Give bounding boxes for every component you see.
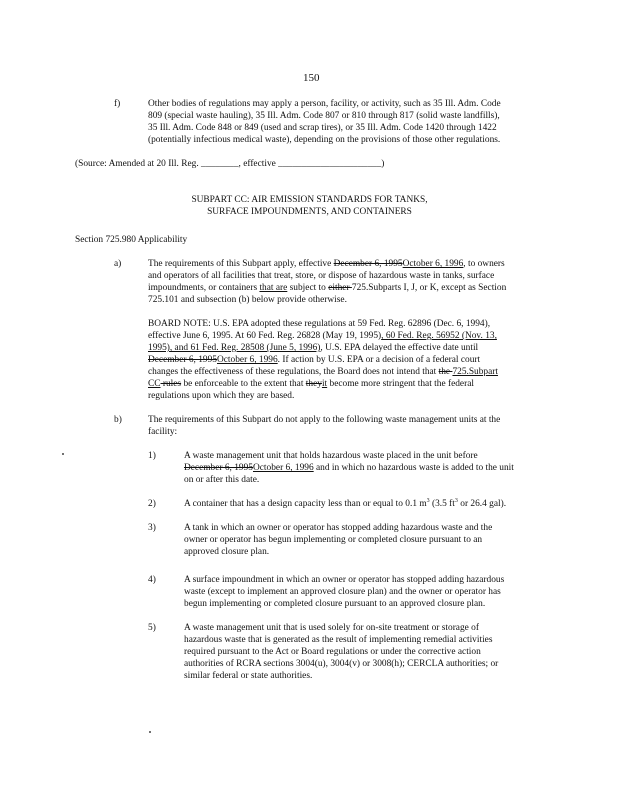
item-5-line: required pursuant to the Act or Board regulations or under the corrective action <box>184 647 481 657</box>
board-note-line5 <box>148 366 498 378</box>
board-note-line4 <box>148 354 480 366</box>
deleted-text: December 6, 1995 <box>184 463 253 473</box>
inserted-text: , 60 Fed. Reg. 56952 (Nov. 13, <box>381 331 497 341</box>
text-run: and in which no hazardous waste is added to the unit <box>313 463 514 473</box>
item-3-line: A tank in which an owner or operator has stopped adding hazardous waste and the <box>184 523 493 533</box>
subsection-b-line1: The requirements of this Subpart do not apply to the following waste management units at the <box>148 415 501 425</box>
scan-speck <box>62 453 64 455</box>
subsection-a-line4: 725.101 and subsection (b) below provide otherwise. <box>148 295 347 305</box>
inserted-text: that are <box>259 283 288 293</box>
item-3-line: approved closure plan. <box>184 547 270 557</box>
subsection-a-marker: a) <box>114 259 122 269</box>
text-run: changes the effectiveness of these regulations, the Board does not intend that <box>148 367 439 377</box>
subsection-b-marker: b) <box>114 415 122 425</box>
deleted-text: the <box>438 367 453 377</box>
text-run: 725.Subparts I, J, or K, except as Section <box>351 283 507 293</box>
text-run: be enforceable to the extent that <box>181 379 306 389</box>
item-5-line: authorities of RCRA sections 3004(u), 3004(v) or 3008(h); CERCLA authorities; or <box>184 659 499 669</box>
subpart-title-line2: SURFACE IMPOUNDMENTS, AND CONTAINERS <box>207 207 412 217</box>
subsection-f-marker: f) <box>114 99 121 109</box>
text-run: impoundments, or containers <box>148 283 260 293</box>
inserted-text: 1995), and 61 Fed. Reg. 28508 (June 5, 1996) <box>148 343 321 353</box>
item-3-number: 3) <box>148 523 156 533</box>
board-note-line2 <box>148 330 497 342</box>
text-run: . If action by U.S. EPA or a decision of a federal court <box>277 355 481 365</box>
inserted-text: 725.Subpart <box>452 367 499 377</box>
subpart-title-line1: SUBPART CC: AIR EMISSION STANDARDS FOR TANKS, <box>191 195 428 205</box>
subsection-b-line2: facility: <box>148 427 178 437</box>
deleted-text: December 6, 1995 <box>148 355 217 365</box>
inserted-text: October 6, 1996 <box>217 355 278 365</box>
text-run: The requirements of this Subpart apply, effective <box>148 259 334 269</box>
deleted-text: December 6, 1995 <box>333 259 403 269</box>
board-note-line7: regulations upon which they are based. <box>148 391 295 401</box>
text-run: , U.S. EPA delayed the effective date until <box>320 343 479 353</box>
item-1-line1: A waste management unit that holds hazardous waste placed in the unit before <box>184 451 478 461</box>
board-note-line3 <box>148 342 478 354</box>
inserted-text: October 6, 1996 <box>402 259 464 269</box>
item-4-number: 4) <box>148 575 156 585</box>
deleted-text: either <box>328 283 352 293</box>
superscript: 3 <box>454 497 458 504</box>
deleted-text: rules <box>160 379 182 389</box>
subsection-a-line3 <box>148 282 506 294</box>
item-3-line: owner or operator has begun implementing or completed closure pursuant to an <box>184 535 483 545</box>
inserted-text: it <box>321 379 328 389</box>
item-5-line: similar federal or state authorities. <box>184 671 313 681</box>
item-5-number: 5) <box>148 623 156 633</box>
item-4-line: waste (except to implement an approved closure plan) and the owner or operator has <box>184 587 501 597</box>
item-5-line: A waste management unit that is used solely for on-site treatment or storage of <box>184 623 479 633</box>
text-run: , to owners <box>463 259 505 269</box>
item-4-line: A surface impoundment in which an owner or operator has stopped adding hazardous <box>184 575 505 585</box>
text-run: become more stringent that the federal <box>327 379 474 389</box>
subsection-a-line2: and operators of all facilities that treat, store, or dispose of hazardous waste in tanks, surface <box>148 271 495 281</box>
subsection-f-line: 35 Ill. Adm. Code 848 or 849 (used and scrap tires), or 35 Ill. Adm. Code 1420 through 1422 <box>148 123 497 133</box>
item-5-line: hazardous waste that is generated as the result of implementing remedial activities <box>184 635 493 645</box>
text-run: or 26.4 gal). <box>457 499 507 509</box>
superscript: 3 <box>426 497 430 504</box>
board-note-line6 <box>148 378 474 390</box>
subsection-f-line: 809 (special waste hauling), 35 Ill. Adm. Code 807 or 810 through 817 (solid waste landfills), <box>148 111 500 121</box>
subsection-f-line: (potentially infectious medical waste), depending on the provisions of those other regulations. <box>148 135 501 145</box>
text-run: effective June 6, 1995. At 60 Fed. Reg. 26828 (May 19, 1995) <box>148 331 382 341</box>
item-4-line: begun implementing or completed closure pursuant to an approved closure plan. <box>184 599 486 609</box>
section-heading: Section 725.980 Applicability <box>75 235 188 245</box>
item-2-number: 2) <box>148 499 156 509</box>
scan-speck <box>149 731 151 733</box>
inserted-text: CC <box>148 379 161 389</box>
item-2-line1 <box>184 498 506 510</box>
page-number: 150 <box>303 72 320 84</box>
item-1-line3: on or after this date. <box>184 475 260 485</box>
source-note: (Source: Amended at 20 Ill. Reg. ________, effective ______________________) <box>75 159 385 169</box>
deleted-text: they <box>305 379 322 389</box>
inserted-text: October 6, 1996 <box>253 463 314 473</box>
board-note-line1: BOARD NOTE: U.S. EPA adopted these regulations at 59 Fed. Reg. 62896 (Dec. 6, 1994), <box>148 319 491 329</box>
subsection-a-line1 <box>148 258 505 270</box>
subsection-f-line: Other bodies of regulations may apply a person, facility, or activity, such as 35 Ill. Adm. Code <box>148 99 501 109</box>
text-run: subject to <box>287 283 329 293</box>
text-run: A container that has a design capacity less than or equal to 0.1 m <box>184 499 427 509</box>
item-1-number: 1) <box>148 451 156 461</box>
text-run: (3.5 ft <box>429 499 455 509</box>
item-1-line2 <box>184 462 514 474</box>
